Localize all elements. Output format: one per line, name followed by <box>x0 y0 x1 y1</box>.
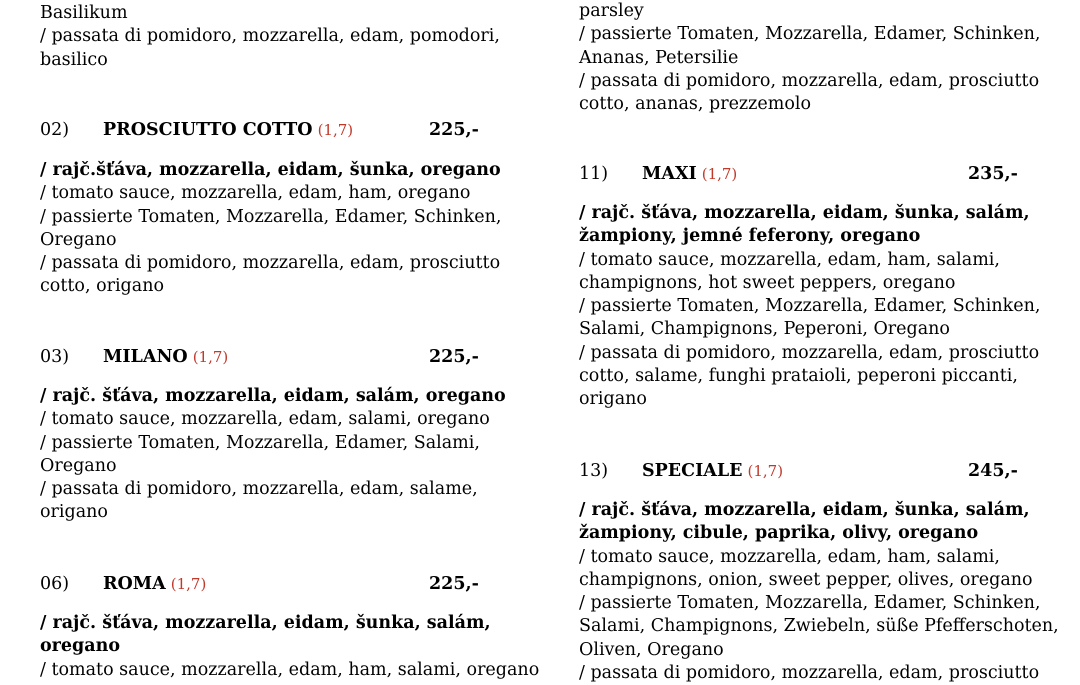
item-number: 13) <box>579 461 609 481</box>
item-description <box>40 385 510 525</box>
description-line: / tomato sauce, mozzarella, edam, ham, salami, oregano <box>40 659 540 680</box>
item-name <box>103 573 206 596</box>
description-czech: / rajč. šťáva, mozzarella, eidam, šunka, salám, <box>579 203 1030 223</box>
description-line: Oregano <box>40 229 117 250</box>
description-czech: / rajč. šťáva, mozzarella, eidam, šunka, salám, <box>579 500 1030 520</box>
description-line: cotto, salame, funghi prataioli, peperoni piccanti, <box>579 366 1018 387</box>
description-czech: / rajč. šťáva, mozzarella, eidam, salám, oregano <box>40 386 506 406</box>
menu-item-header <box>40 573 510 597</box>
description-line: / passata di pomidoro, mozzarella, edam, prosciutto <box>579 70 1040 91</box>
menu-item-header <box>579 460 1049 484</box>
item-description <box>40 159 510 299</box>
description-line: / passata di pomidoro, mozzarella, edam, salame, <box>40 479 478 500</box>
description-czech: žampiony, jemné feferony, oregano <box>579 226 921 247</box>
item-name-text: SPECIALE <box>642 461 743 481</box>
description-line: / passata di pomidoro, mozzarella, edam, prosciutto <box>579 342 1040 363</box>
item-price: 235,- <box>968 164 1018 184</box>
item-name <box>103 346 228 369</box>
allergen-codes: (1,7) <box>170 575 207 593</box>
description-line: / passierte Tomaten, Mozzarella, Edamer, Schinken, <box>579 296 1041 317</box>
description-line: basilico <box>40 49 108 70</box>
description-line: cotto, ananas, prezzemolo <box>579 94 811 115</box>
item-name-text: MAXI <box>642 164 697 184</box>
description-czech: oregano <box>40 636 120 657</box>
description-line: / passierte Tomaten, Mozzarella, Edamer, Schinken, <box>579 593 1041 614</box>
menu-item-header <box>579 163 1049 187</box>
item-description <box>40 612 540 682</box>
allergen-codes: (1,7) <box>317 121 354 139</box>
item-name <box>103 119 353 142</box>
description-line: parsley <box>579 1 644 21</box>
description-line: champignons, onion, sweet pepper, olives, oregano <box>579 569 1033 590</box>
item-number: 11) <box>579 164 609 184</box>
item-description-fragment <box>579 0 1049 116</box>
item-name-text: ROMA <box>103 574 166 594</box>
item-number: 03) <box>40 347 70 367</box>
description-line: / passierte Tomaten, Mozzarella, Edamer, Salami, <box>40 432 480 453</box>
description-line: / tomato sauce, mozzarella, edam, ham, oregano <box>40 183 471 204</box>
description-line: / passierte Tomaten, Mozzarella, Edamer, Schinken, <box>579 24 1041 45</box>
description-line: Salami, Champignons, Zwiebeln, süße Pfefferschoten, <box>579 616 1059 637</box>
description-line: origano <box>40 502 108 523</box>
description-line: / passata di pomidoro, mozzarella, edam, prosciutto <box>40 253 501 274</box>
description-line: / passierte Tomaten, Mozzarella, Edamer, Schinken, <box>40 206 502 227</box>
menu-item-header <box>40 346 510 370</box>
description-line: origano <box>579 389 647 410</box>
menu-item-header <box>40 119 510 143</box>
description-czech: / rajč. šťáva, mozzarella, eidam, šunka, salám, <box>40 613 491 633</box>
item-price: 225,- <box>429 120 479 140</box>
item-price: 245,- <box>968 461 1018 481</box>
item-description <box>579 202 1049 412</box>
description-line: Basilikum <box>40 3 128 23</box>
allergen-codes: (1,7) <box>192 348 229 366</box>
description-line: Oliven, Oregano <box>579 639 724 660</box>
description-line: / passata di pomidoro, mozzarella, edam, prosciutto <box>579 663 1040 684</box>
allergen-codes: (1,7) <box>701 165 738 183</box>
description-line: / tomato sauce, mozzarella, edam, ham, salami, <box>579 249 1000 270</box>
item-description-fragment <box>40 2 510 72</box>
description-line: Ananas, Petersilie <box>579 47 739 68</box>
description-line: champignons, hot sweet peppers, oregano <box>579 272 956 293</box>
description-line: Salami, Champignons, Peperoni, Oregano <box>579 319 950 340</box>
description-czech: / rajč.šťáva, mozzarella, eidam, šunka, oregano <box>40 160 501 180</box>
item-number: 06) <box>40 574 70 594</box>
item-description <box>579 499 1059 685</box>
item-number: 02) <box>40 120 70 140</box>
item-price: 225,- <box>429 347 479 367</box>
item-name-text: MILANO <box>103 347 188 367</box>
item-name-text: PROSCIUTTO COTTO <box>103 120 313 140</box>
description-line: cotto, origano <box>40 276 165 297</box>
description-czech: žampiony, cibule, paprika, olivy, oregano <box>579 523 979 544</box>
item-name <box>642 163 737 186</box>
description-line: Oregano <box>40 455 117 476</box>
description-line: / tomato sauce, mozzarella, edam, salami, oregano <box>40 409 490 430</box>
description-line: / passata di pomidoro, mozzarella, edam, pomodori, <box>40 26 500 47</box>
item-price: 225,- <box>429 574 479 594</box>
item-name <box>642 460 783 483</box>
allergen-codes: (1,7) <box>747 462 784 480</box>
description-line: / tomato sauce, mozzarella, edam, ham, salami, <box>579 546 1000 567</box>
